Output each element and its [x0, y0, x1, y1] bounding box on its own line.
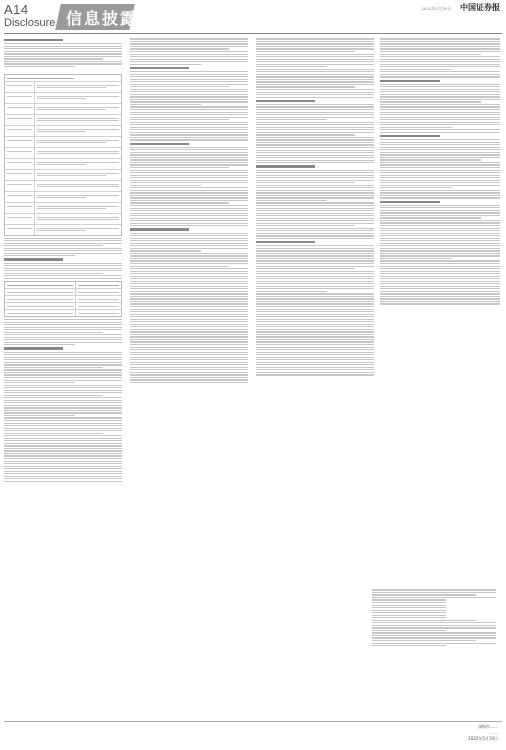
- date-label: 2022年5月10日: [421, 6, 452, 11]
- page-number: A14: [4, 2, 29, 17]
- footer-line-2: ……: [490, 730, 498, 735]
- footer-line-1: 深圳市……: [478, 724, 498, 729]
- text-column-3: [256, 37, 374, 719]
- masthead-logo: 中国证券报: [460, 2, 500, 12]
- page-header: [0, 0, 506, 34]
- page-section-en: Disclosure: [4, 17, 56, 29]
- disclosure-table-1: [4, 74, 122, 236]
- text-column-4: [380, 37, 500, 585]
- masthead: [421, 2, 500, 13]
- footer-rule: [4, 721, 502, 722]
- section-title: 信息披露: [66, 9, 139, 28]
- text-column-1: [4, 37, 122, 719]
- footer-line-3: 2022年5月10日: [468, 736, 498, 741]
- closing-block: [372, 588, 496, 648]
- disclosure-table-2: [4, 281, 122, 317]
- text-column-2: [130, 37, 248, 719]
- header-rule: [4, 33, 502, 34]
- footer: [468, 724, 498, 742]
